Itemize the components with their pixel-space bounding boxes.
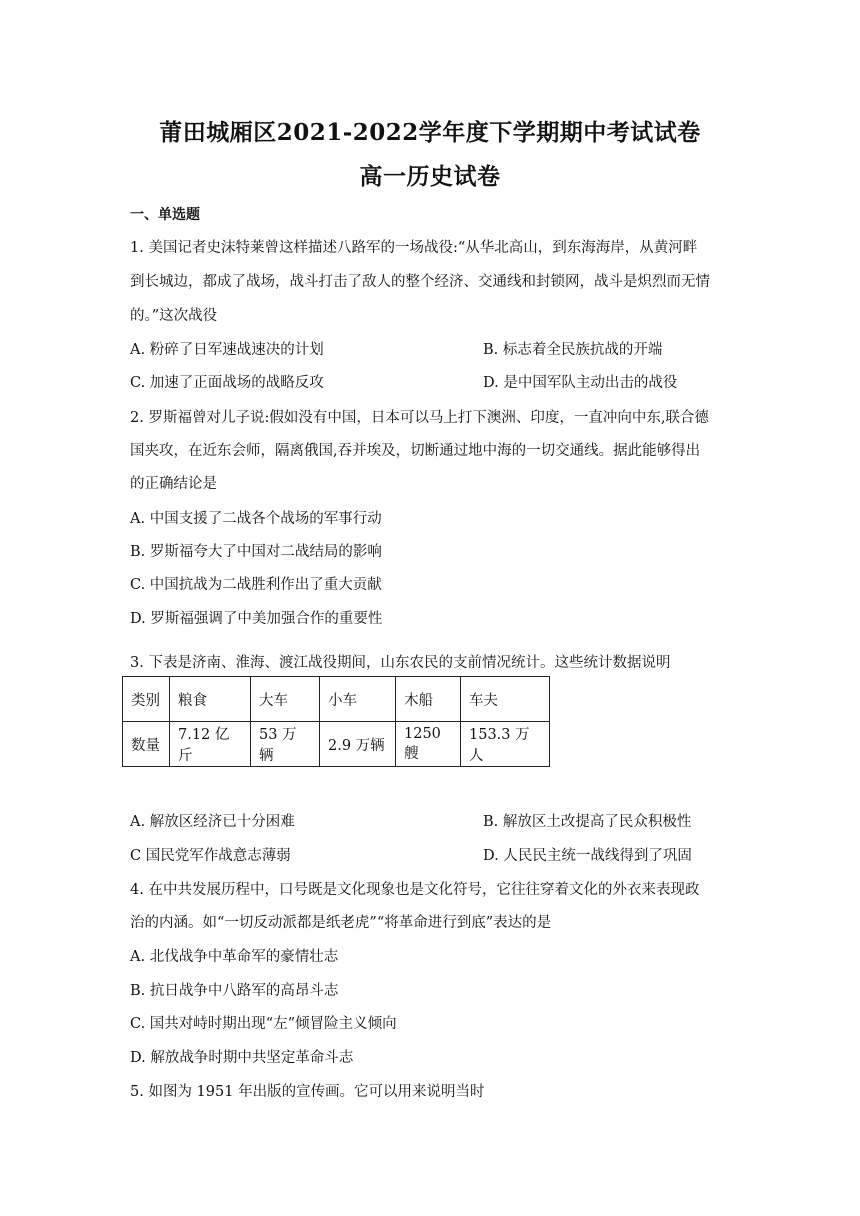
question-1-option-a: A. 粉碎了日军速战速决的计划 <box>130 342 324 358</box>
exam-subtitle: 高一历史试卷 <box>359 163 501 190</box>
question-4-option-b: B. 抗日战争中八路军的高昂斗志 <box>130 983 339 999</box>
question-1-option-b: B. 标志着全民族抗战的开端 <box>483 342 663 358</box>
question-4-line-1: 4. 在中共发展历程中，口号既是文化现象也是文化符号，它往往穿着文化的外衣来表现政 <box>130 882 700 898</box>
question-3-option-c: C 国民党军作战意志薄弱 <box>130 848 291 864</box>
question-1-line-3: 的。”这次战役 <box>130 308 218 324</box>
question-1-option-c: C. 加速了正面战场的战略反攻 <box>130 375 324 391</box>
question-5-line-1: 5. 如图为 1951 年出版的宣传画。它可以用来说明当时 <box>130 1084 485 1100</box>
question-2-line-2: 国夹攻，在近东会师，隔离俄国,吞并埃及，切断通过地中海的一切交通线。据此能够得出 <box>130 443 701 459</box>
question-3-option-b: B. 解放区土改提高了民众积极性 <box>483 814 692 830</box>
support-stats-table <box>122 676 550 767</box>
table-row <box>123 722 550 767</box>
question-2-option-a: A. 中国支援了二战各个战场的军事行动 <box>130 511 382 527</box>
table-header-row <box>123 677 550 722</box>
question-2-line-3: 的正确结论是 <box>130 476 217 492</box>
question-3-option-a: A. 解放区经济已十分困难 <box>130 814 295 830</box>
table-cell: 2.9 万辆 <box>320 722 396 767</box>
question-2-line-1: 2. 罗斯福曾对儿子说:假如没有中国，日本可以马上打下澳洲、印度，一直冲向中东,联合德 <box>130 410 709 426</box>
exam-title: 莆田城厢区2021-2022学年度下学期期中考试试卷 <box>159 119 701 146</box>
question-3-option-d: D. 人民民主统一战线得到了巩固 <box>483 848 692 864</box>
question-2-option-c: C. 中国抗战为二战胜利作出了重大贡献 <box>130 577 382 593</box>
table-cell: 1250 艘 <box>396 722 461 767</box>
table-cell: 粮食 <box>170 677 251 722</box>
question-4-line-2: 治的内涵。如“一切反动派都是纸老虎”“将革命进行到底”表达的是 <box>130 915 552 931</box>
table-cell: 数量 <box>123 722 170 767</box>
table-cell: 7.12 亿斤 <box>170 722 251 767</box>
question-3-line-1: 3. 下表是济南、淮海、渡江战役期间，山东农民的支前情况统计。这些统计数据说明 <box>130 655 671 671</box>
question-4-option-a: A. 北伐战争中革命军的豪情壮志 <box>130 949 339 965</box>
question-4-option-c: C. 国共对峙时期出现“左”倾冒险主义倾向 <box>130 1016 397 1032</box>
question-1-line-2: 到长城边，都成了战场，战斗打击了敌人的整个经济、交通线和封锁网，战斗是炽烈而无情 <box>130 274 710 290</box>
table-cell: 类别 <box>123 677 170 722</box>
question-1-line-1: 1. 美国记者史沫特莱曾这样描述八路军的一场战役:“从华北高山，到东海海岸，从黄河畔 <box>130 240 698 256</box>
question-2-option-b: B. 罗斯福夸大了中国对二战结局的影响 <box>130 544 382 560</box>
table-cell: 大车 <box>251 677 320 722</box>
table-cell: 车夫 <box>461 677 550 722</box>
table-cell: 153.3 万人 <box>461 722 550 767</box>
question-2-option-d: D. 罗斯福强调了中美加强合作的重要性 <box>130 611 383 627</box>
table-cell: 小车 <box>320 677 396 722</box>
question-1-option-d: D. 是中国军队主动出击的战役 <box>483 375 678 391</box>
section-heading: 一、单选题 <box>130 207 200 223</box>
question-4-option-d: D. 解放战争时期中共坚定革命斗志 <box>130 1050 354 1066</box>
table-cell: 53 万辆 <box>251 722 320 767</box>
table-cell: 木船 <box>396 677 461 722</box>
